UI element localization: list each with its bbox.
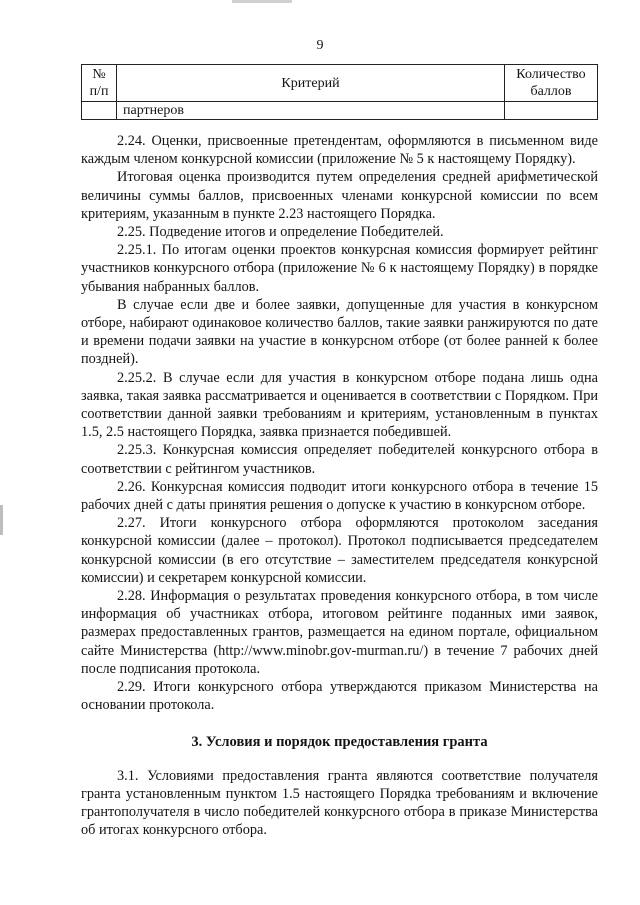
header-criterion: Критерий xyxy=(117,65,505,102)
scan-artifact-top xyxy=(232,0,292,3)
table-row xyxy=(82,102,598,120)
scan-artifact-left xyxy=(0,505,3,535)
paragraph-2-25-2: 2.25.2. В случае если для участия в конкурсном отборе подана лишь одна заявка, такая заявка рассматривается и оценивается в соответствии с Порядком. При соответствии данной заявки требованиям и критериям, установленным в пунктах 1.5, 2.5 настоящего Порядка, заявка признается победившей. xyxy=(81,369,598,441)
paragraph-2-29: 2.29. Итоги конкурсного отбора утверждаются приказом Министерства на основании протокола. xyxy=(81,679,598,714)
paragraph-equal-scores: В случае если две и более заявки, допущенные для участия в конкурсном отборе, набирают одинаковое количество баллов, такие заявки ранжируются по дате и времени подачи заявки на участие в конкурсном отборе (от более ранней к более поздней). xyxy=(81,296,598,368)
cell-points xyxy=(505,102,598,120)
cell-criterion: партнеров xyxy=(117,102,505,120)
paragraph-3-1: 3.1. Условиями предоставления гранта являются соответствие получателя гранта установленным пунктом 1.5 настоящего Порядка требованиям и включение грантополучателя в число победителей конкурсного отбора в приказе Министерства об итогах конкурсного отбора. xyxy=(81,767,598,839)
header-points: Количество баллов xyxy=(505,65,598,102)
header-number: № п/п xyxy=(82,65,117,102)
paragraph-2-25-3: 2.25.3. Конкурсная комиссия определяет победителей конкурсного отбора в соответствии с рейтингом участников. xyxy=(81,442,598,477)
paragraph-2-24: 2.24. Оценки, присвоенные претендентам, оформляются в письменном виде каждым членом конкурсной комиссии (приложение № 5 к настоящему Порядку). xyxy=(81,133,598,168)
paragraph-final-score: Итоговая оценка производится путем определения средней арифметической величины суммы баллов, присвоенных членами конкурсной комиссии по всем критериям, указанным в пункте 2.23 настоящего Порядка. xyxy=(81,169,598,222)
cell-number xyxy=(82,102,117,120)
paragraph-2-25: 2.25. Подведение итогов и определение Победителей. xyxy=(117,224,444,241)
document-body xyxy=(81,132,598,840)
paragraph-2-27: 2.27. Итоги конкурсного отбора оформляются протоколом заседания конкурсной комиссии (далее – протокол). Протокол подписывается председателем конкурсной комиссии (в его отсутствие – заместителем председателя конкурсной комиссии) и секретарем конкурсной комиссии. xyxy=(81,515,598,586)
table-header-row xyxy=(82,65,598,102)
section-heading: 3. Условия и порядок предоставления гранта xyxy=(191,733,488,750)
criteria-table xyxy=(81,64,598,120)
page-number: 9 xyxy=(316,38,324,53)
paragraph-2-25-1: 2.25.1. По итогам оценки проектов конкурсная комиссия формирует рейтинг участников конкурсного отбора (приложение № 6 к настоящему Порядку) в порядке убывания набранных баллов. xyxy=(81,242,598,295)
paragraph-2-28: 2.28. Информация о результатах проведения конкурсного отбора, в том числе информация об участниках отбора, итоговом рейтинге поданных ими заявок, размерах предоставленных грантов, размещается на едином портале, официальном сайте Министерства (http://www.minobr.gov-murman.ru/) в течение 7 рабочих дней после подписания протокола. xyxy=(81,588,598,677)
paragraph-2-26: 2.26. Конкурсная комиссия подводит итоги конкурсного отбора в течение 15 рабочих дней с даты принятия решения о допуске к участию в конкурсном отборе. xyxy=(81,478,598,514)
